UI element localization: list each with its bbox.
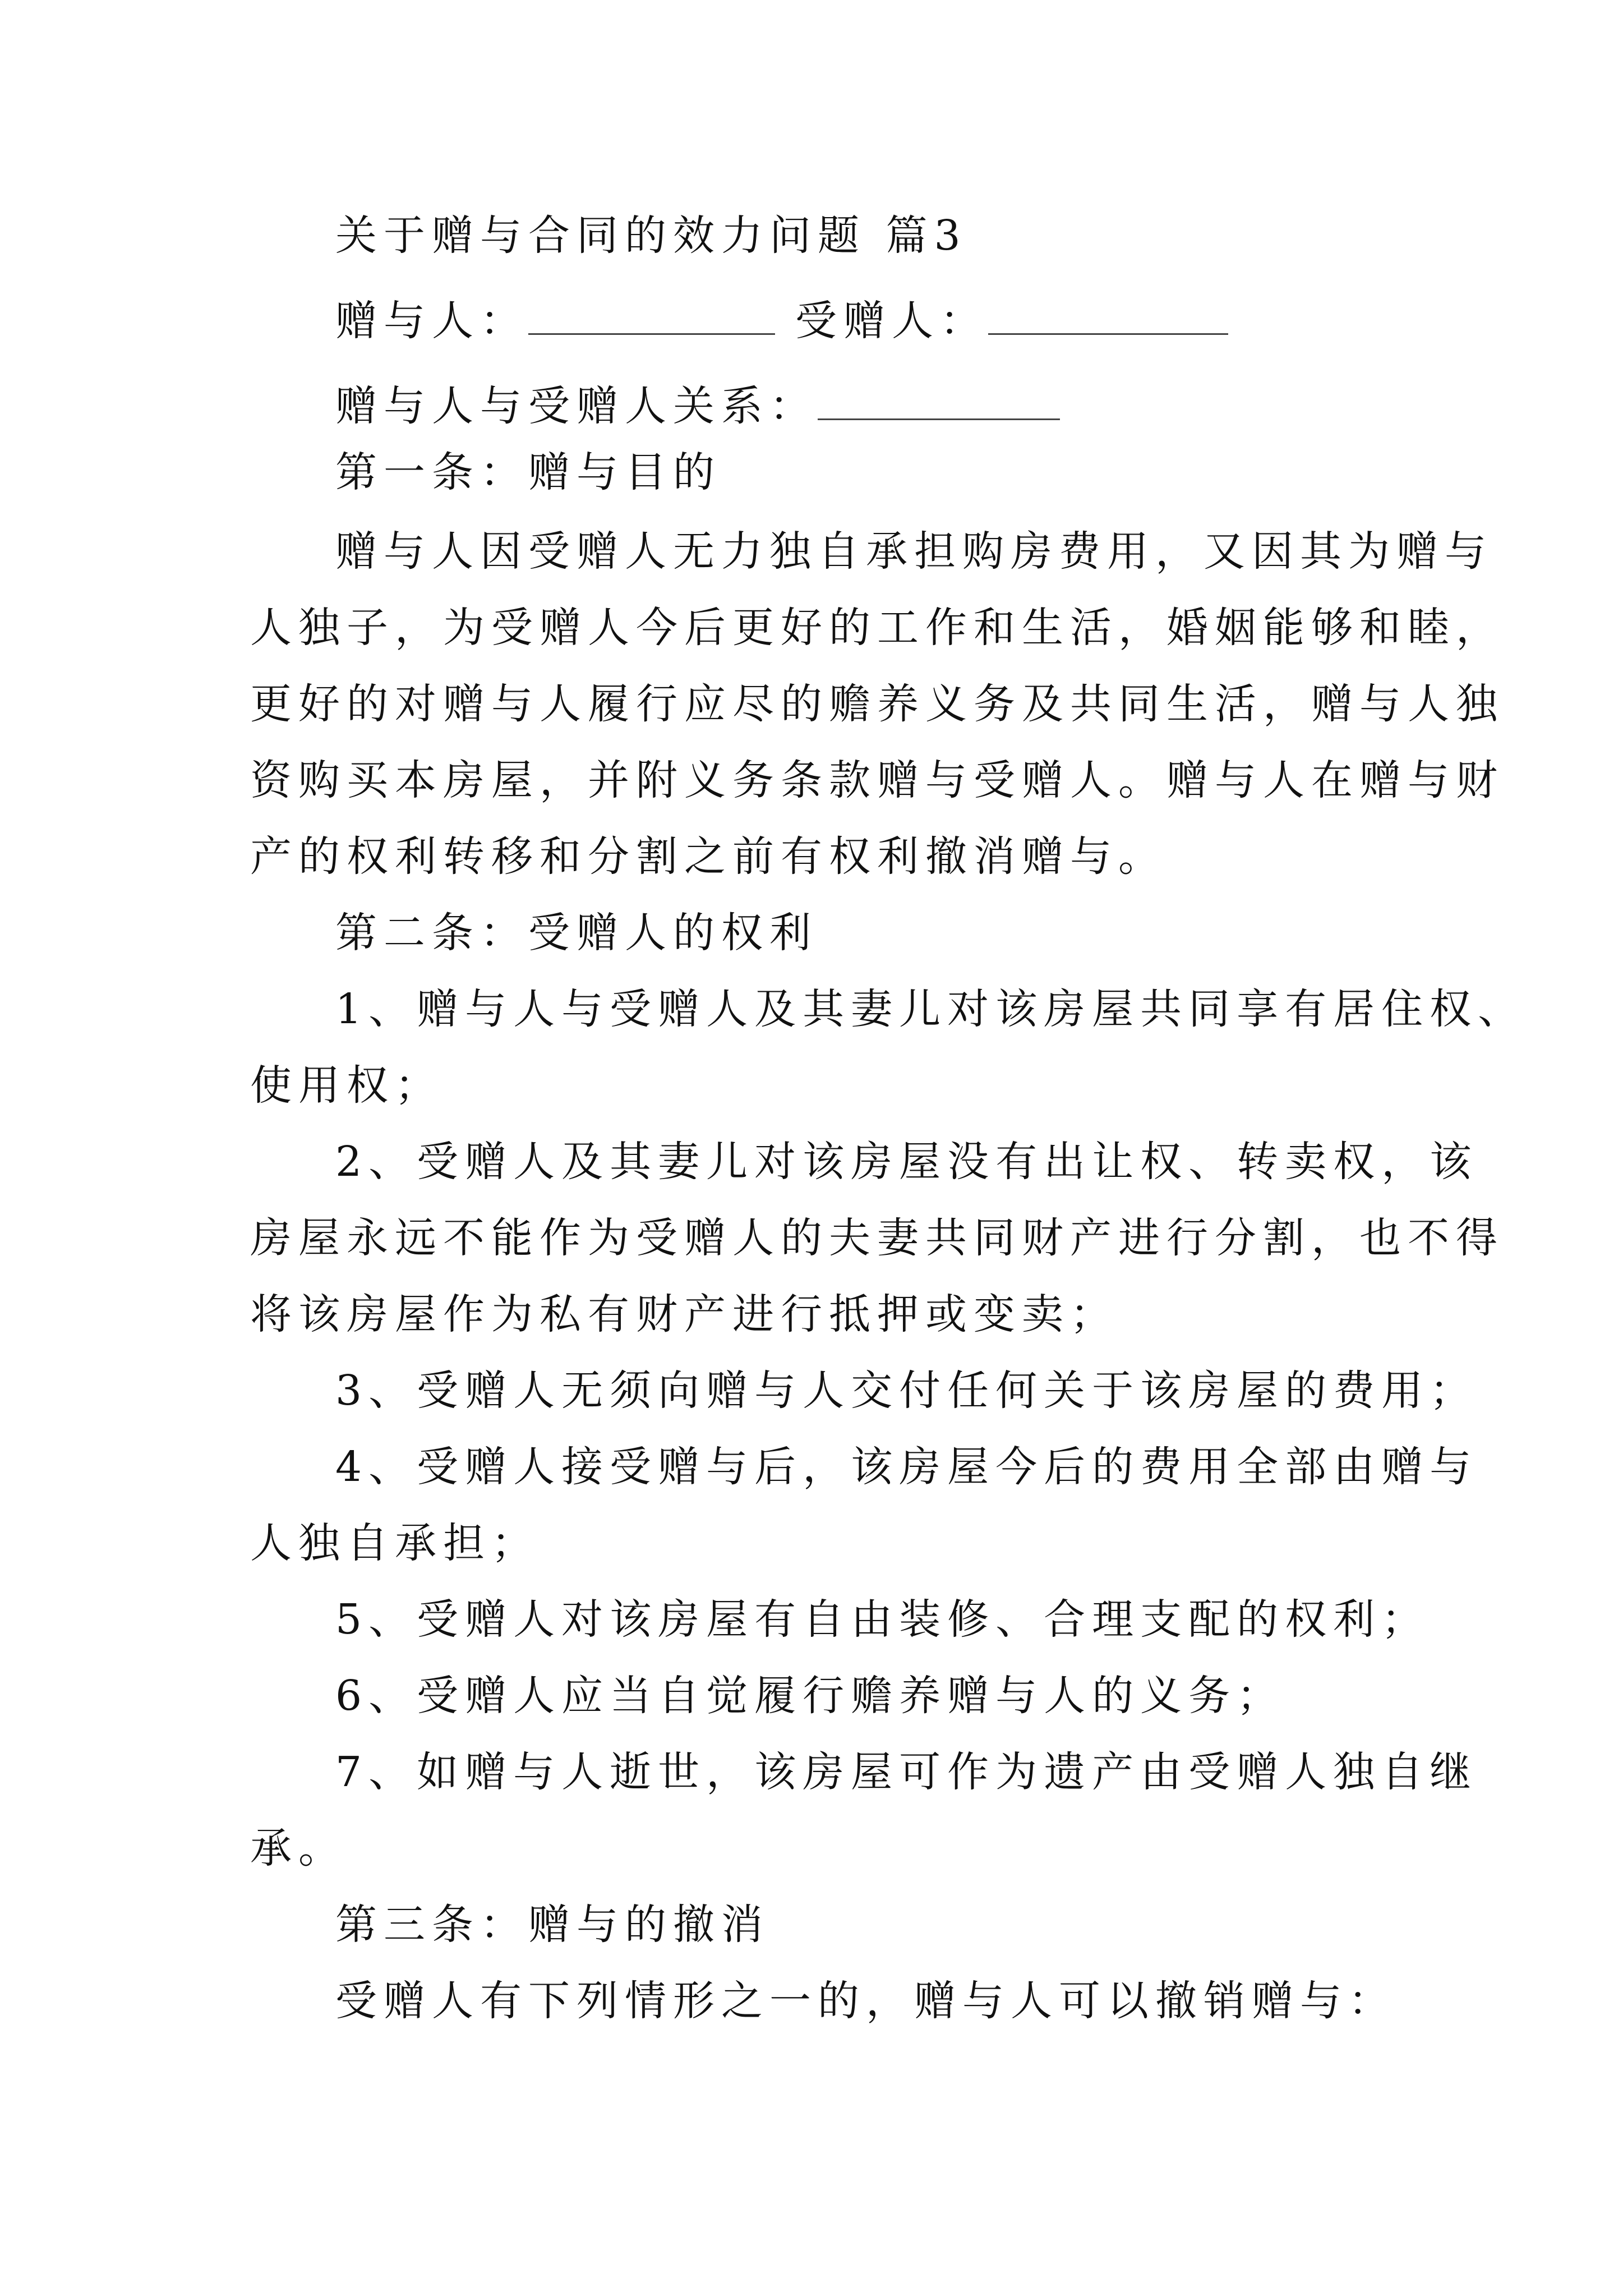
- article3-heading: 第三条：赠与的撤消: [335, 1901, 769, 1949]
- donee-blank: [988, 297, 1228, 335]
- article2-item1-line: 使用权；: [250, 1061, 443, 1110]
- article2-item7-line: 承。: [250, 1824, 347, 1872]
- donee-label: 受赠人：: [795, 297, 988, 345]
- parties-line: [335, 293, 1228, 349]
- document-title: 关于赠与合同的效力问题 篇3: [335, 211, 967, 260]
- article2-item1-line: 1、赠与人与受赠人及其妻儿对该房屋共同享有居住权、: [335, 985, 1527, 1033]
- article2-heading: 第二条：受赠人的权利: [335, 909, 818, 957]
- article1-line: 更好的对赠与人履行应尽的赡养义务及共同生活，赠与人独: [250, 680, 1504, 728]
- article2-item2-line: 将该房屋作为私有财产进行抵押或变卖；: [250, 1290, 1118, 1338]
- article2-item4-line: 4、受赠人接受赠与后，该房屋今后的费用全部由赠与: [335, 1443, 1478, 1491]
- article2-item4-line: 人独自承担；: [250, 1519, 540, 1567]
- article1-line: 资购买本房屋，并附义务条款赠与受赠人。赠与人在赠与财: [250, 756, 1504, 804]
- donor-blank: [528, 297, 775, 335]
- article2-item7-line: 7、如赠与人逝世，该房屋可作为遗产由受赠人独自继: [335, 1748, 1478, 1796]
- relation-line: [335, 378, 1060, 434]
- article1-heading: 第一条：赠与目的: [335, 448, 721, 496]
- article1-line: 产的权利转移和分割之前有权利撤消赠与。: [250, 832, 1166, 881]
- article2-item2-line: 2、受赠人及其妻儿对该房屋没有出让权、转卖权，该: [335, 1138, 1478, 1186]
- article1-line: 人独子，为受赠人今后更好的工作和生活，婚姻能够和睦，: [250, 604, 1504, 652]
- relation-label: 赠与人与受赠人关系：: [335, 382, 818, 430]
- donor-label: 赠与人：: [335, 297, 528, 345]
- article2-item5: 5、受赠人对该房屋有自由装修、合理支配的权利；: [335, 1595, 1430, 1644]
- article2-item6: 6、受赠人应当自觉履行赡养赠与人的义务；: [335, 1672, 1285, 1720]
- article2-item3: 3、受赠人无须向赠与人交付任何关于该房屋的费用；: [335, 1366, 1478, 1415]
- article1-line: 赠与人因受赠人无力独自承担购房费用，又因其为赠与: [335, 527, 1493, 576]
- article2-item2-line: 房屋永远不能作为受赠人的夫妻共同财产进行分割，也不得: [250, 1214, 1504, 1262]
- relation-blank: [818, 383, 1060, 420]
- article3-intro: 受赠人有下列情形之一的，赠与人可以撤销赠与：: [335, 1977, 1396, 2025]
